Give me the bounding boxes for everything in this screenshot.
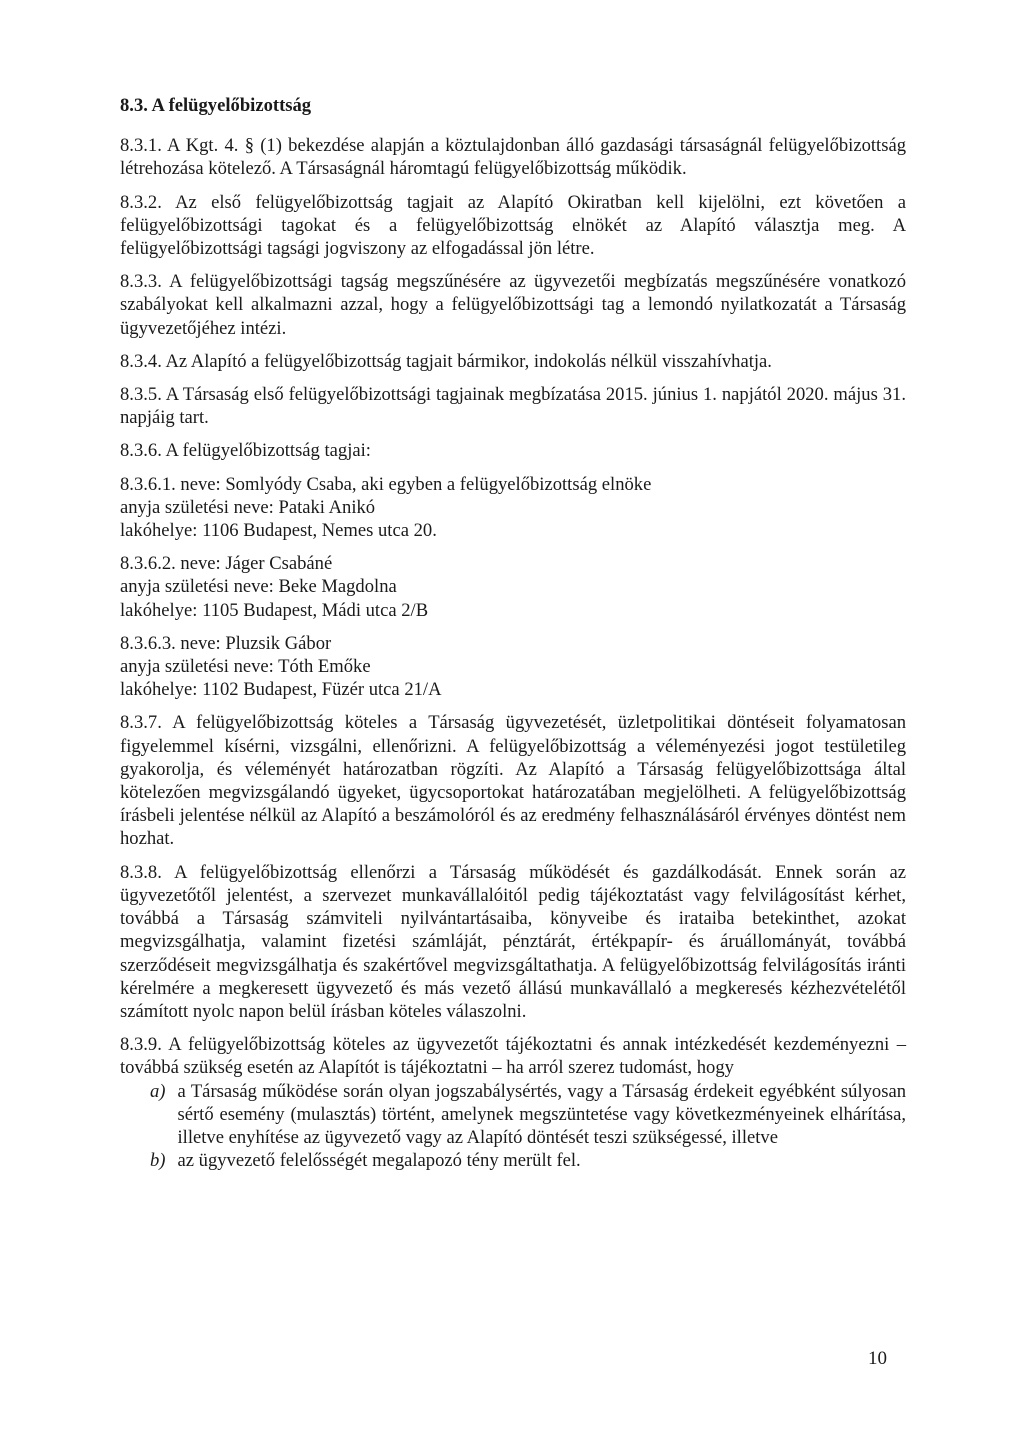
paragraph-8-3-3: 8.3.3. A felügyelőbizottsági tagság megszűnésére az ügyvezetői megbízatás megszűnésére vonatkozó szabályokat kell alkalmazni azzal, hogy a felügyelőbizottsági tag a lemondó nyilatkozatát a Társaság ügyvezetőjéhez intézi. bbox=[120, 271, 906, 339]
member-mother-name: anyja születési neve: Pataki Anikó bbox=[120, 496, 376, 518]
member-block bbox=[120, 473, 906, 543]
member-mother-name: anyja születési neve: Beke Magdolna bbox=[120, 576, 397, 598]
list-item-label: a) bbox=[150, 1080, 166, 1102]
list-item-text: az ügyvezető felelősségét megalapozó tény merült fel. bbox=[177, 1150, 581, 1172]
list-item-text: a Társaság működése során olyan jogszabálysértés, vagy a Társaság érdekeit egyébként súlyosan sértő esemény (mulasztás) történt, amelynek megszüntetése vagy következményeinek elhárítása, illetve enyhítése az ügyvezető vagy az Alapító döntését teszi szükségessé, illetve bbox=[177, 1080, 906, 1148]
section-heading: 8.3. A felügyelőbizottság bbox=[120, 95, 312, 116]
paragraph-8-3-9: 8.3.9. A felügyelőbizottság köteles az ügyvezetőt tájékoztatni és annak intézkedését kezdeményezni – továbbá szükség esetén az Alapítót is tájékoztatni – ha arról szerez tudomást, hogy bbox=[120, 1034, 906, 1079]
member-name: 8.3.6.1. neve: Somlyódy Csaba, aki egyben a felügyelőbizottság elnöke bbox=[120, 473, 652, 495]
paragraph-8-3-5: 8.3.5. A Társaság első felügyelőbizottsági tagjainak megbízatása 2015. június 1. napjától 2020. május 31. napjáig tart. bbox=[120, 384, 906, 429]
list-item-label: b) bbox=[150, 1150, 166, 1172]
member-address: lakóhelye: 1106 Budapest, Nemes utca 20. bbox=[120, 520, 437, 542]
list-item bbox=[120, 1149, 906, 1172]
member-block bbox=[120, 632, 906, 702]
document-page bbox=[120, 94, 906, 1172]
paragraph-8-3-6: 8.3.6. A felügyelőbizottság tagjai: bbox=[120, 440, 371, 462]
member-address: lakóhelye: 1105 Budapest, Mádi utca 2/B bbox=[120, 599, 429, 621]
member-mother-name: anyja születési neve: Tóth Emőke bbox=[120, 656, 371, 678]
paragraph-8-3-4: 8.3.4. Az Alapító a felügyelőbizottság tagjait bármikor, indokolás nélkül visszahívhatja. bbox=[120, 350, 772, 372]
paragraph-8-3-1: 8.3.1. A Kgt. 4. § (1) bekezdése alapján a köztulajdonban álló gazdasági társaságnál felügyelőbizottság létrehozása kötelező. A Társaságnál háromtagú felügyelőbizottság működik. bbox=[120, 135, 906, 180]
page-number: 10 bbox=[868, 1348, 887, 1369]
paragraph-8-3-7: 8.3.7. A felügyelőbizottság köteles a Társaság ügyvezetését, üzletpolitikai döntéseit folyamatosan figyelemmel kísérni, vizsgálni, ellenőrizni. A felügyelőbizottság a véleményezési jogot testületileg gyakorolja, és véleményét határozatban rögzíti. Az Alapító a Társaság felügyelőbizottsága által kötelezően megvizsgálandó ügyeket, ügycsoportokat határozatában megjelölheti. A felügyelőbizottság írásbeli jelentése nélkül az Alapító a beszámolóról és az eredmény felhasználásáról érvényes döntést nem hozhat. bbox=[120, 712, 906, 850]
member-name: 8.3.6.3. neve: Pluzsik Gábor bbox=[120, 632, 332, 654]
paragraph-8-3-8: 8.3.8. A felügyelőbizottság ellenőrzi a Társaság működését és gazdálkodását. Ennek során az ügyvezetőtől jelentést, a szervezet munkavállalóitól pedig tájékoztatást vagy felvilágosítást kérhet, továbbá a Társaság számviteli nyilvántartásaiba, könyveibe és irataiba betekinthet, azokat megvizsgálhatja, valamint fizetési számláját, pénztárát, értékpapír- és áruállományát, továbbá szerződéseit megvizsgálhatja és szakértővel megvizsgáltathatja. A felügyelőbizottság felvilágosítás iránti kérelmére a megkeresett ügyvezető és más vezető állású munkavállaló a megkeresés kézhezvételétől számított nyolc napon belül írásban köteles válaszolni. bbox=[120, 861, 906, 1022]
member-address: lakóhelye: 1102 Budapest, Füzér utca 21/A bbox=[120, 679, 442, 701]
member-block bbox=[120, 552, 906, 622]
member-name: 8.3.6.2. neve: Jáger Csabáné bbox=[120, 553, 333, 575]
paragraph-8-3-2: 8.3.2. Az első felügyelőbizottság tagjait az Alapító Okiratban kell kijelölni, ezt követően a felügyelőbizottsági tagokat és a felügyelőbizottság elnökét az Alapító választja meg. A felügyelőbizottsági tagsági jogviszony az elfogadással jön létre. bbox=[120, 191, 906, 260]
list-item bbox=[120, 1080, 906, 1150]
